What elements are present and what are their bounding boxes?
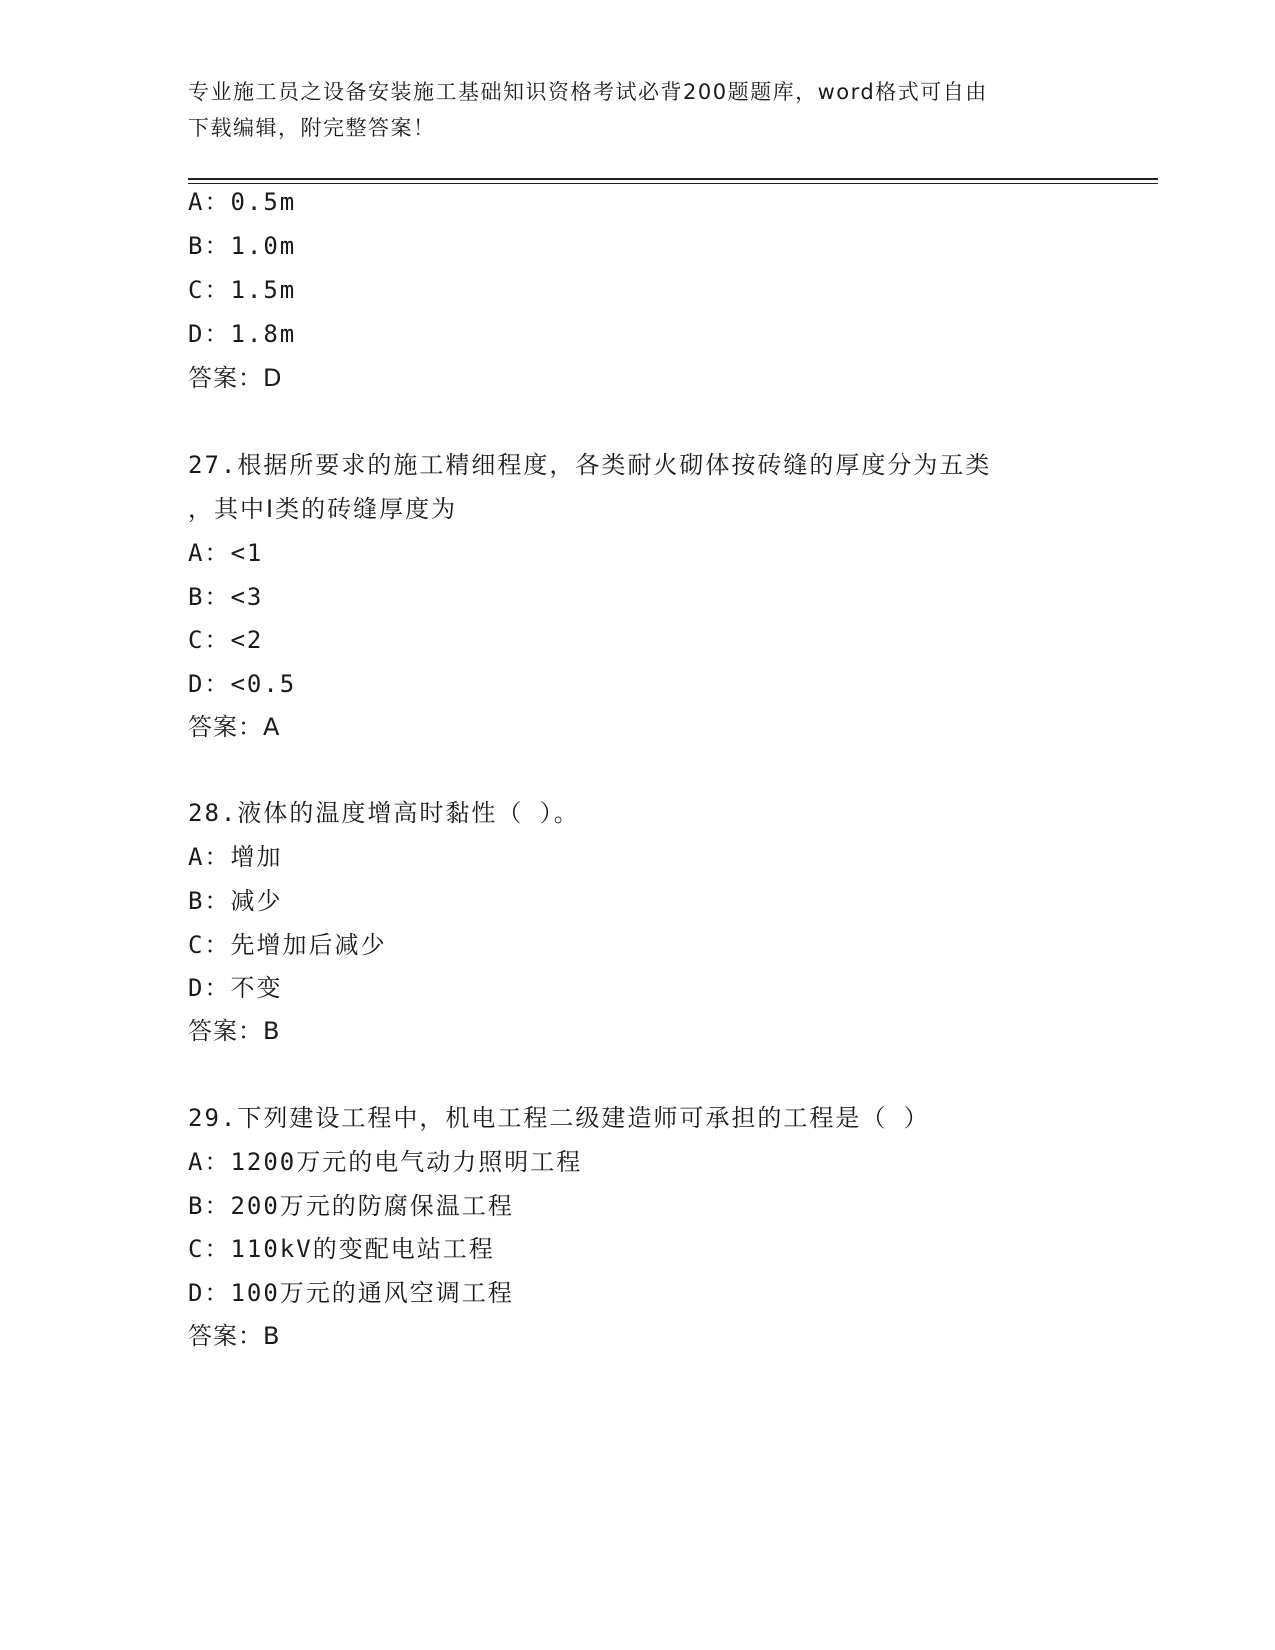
q29-option-b: B：200万元的防腐保温工程	[188, 1192, 514, 1220]
q27-stem-line-1: 27.根据所要求的施工精细程度，各类耐火砌体按砖缝的厚度分为五类	[188, 451, 992, 479]
q27-answer: 答案：A	[188, 713, 281, 741]
q27-stem-line-2: ，其中Ⅰ类的砖缝厚度为	[188, 495, 458, 523]
q28-option-b: B：减少	[188, 887, 283, 915]
q29-answer: 答案：B	[188, 1322, 281, 1350]
header-title-line-2: 下载编辑，附完整答案！	[188, 116, 436, 140]
q26-option-a: A：0.5m	[188, 188, 297, 216]
q28-option-a: A：增加	[188, 843, 283, 871]
q29-option-c: C：110kV的变配电站工程	[188, 1235, 495, 1263]
q26-option-d: D：1.8m	[188, 320, 297, 348]
q28-option-c: C：先增加后减少	[188, 931, 387, 959]
q26-option-b: B：1.0m	[188, 232, 297, 260]
q26-answer: 答案：D	[188, 364, 283, 392]
q29-option-d: D：100万元的通风空调工程	[188, 1279, 514, 1307]
q28-stem: 28.液体的温度增高时黏性（ ）。	[188, 799, 580, 827]
q27-option-c: C：<2	[188, 626, 264, 654]
q28-option-d: D：不变	[188, 974, 283, 1002]
q28-answer: 答案：B	[188, 1017, 281, 1045]
header-divider	[188, 178, 1158, 184]
document-header	[188, 74, 1068, 146]
header-title-line-1: 专业施工员之设备安装施工基础知识资格考试必背200题题库，word格式可自由	[188, 80, 988, 104]
q27-option-d: D：<0.5	[188, 670, 297, 698]
q26-option-c: C：1.5m	[188, 276, 297, 304]
q27-option-a: A：<1	[188, 539, 264, 567]
q29-stem: 29.下列建设工程中，机电工程二级建造师可承担的工程是（ ）	[188, 1104, 930, 1132]
q29-option-a: A：1200万元的电气动力照明工程	[188, 1148, 583, 1176]
q27-option-b: B：<3	[188, 583, 264, 611]
